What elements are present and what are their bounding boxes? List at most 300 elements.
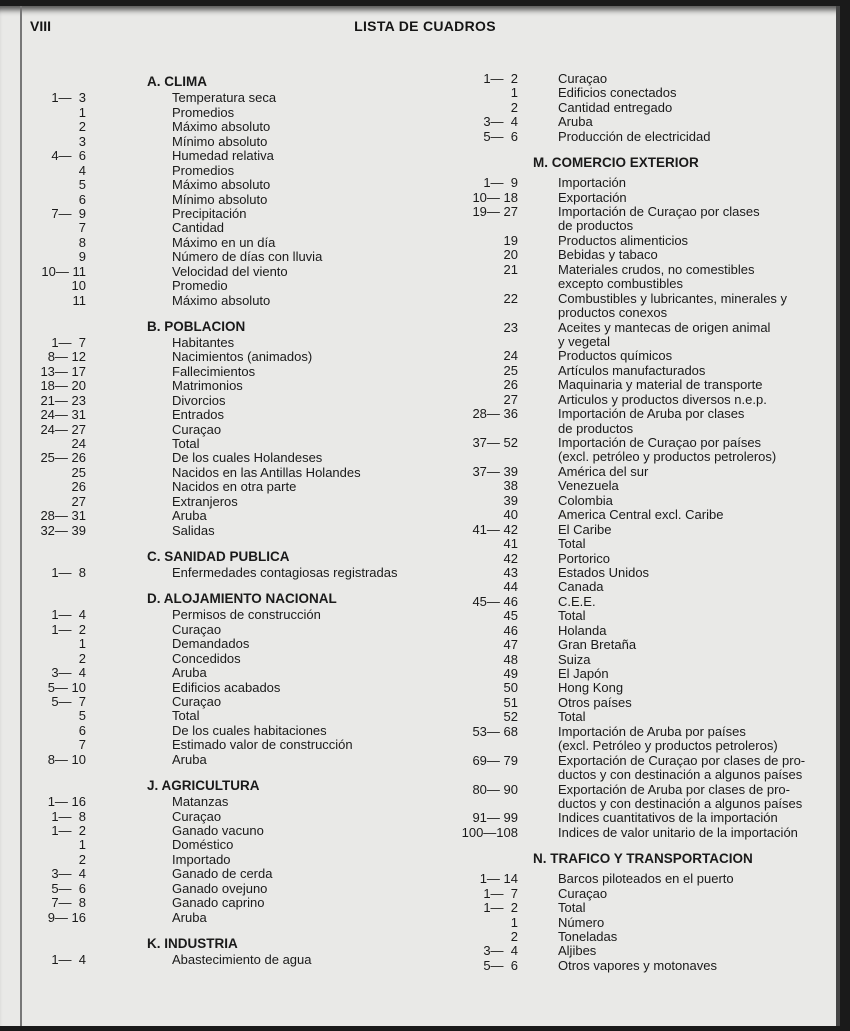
table-title: Otros países (558, 694, 632, 710)
table-title: Materiales crudos, no comestibles (558, 261, 755, 277)
table-list-entry (20, 408, 420, 422)
table-number: 53— 68 (472, 723, 518, 739)
table-title: (excl. Petróleo y productos petroleros) (558, 738, 778, 754)
table-list-entry (20, 853, 420, 867)
table-list-entry (20, 566, 420, 580)
table-list-entry (20, 637, 420, 651)
table-number: 3— 4 (51, 665, 86, 681)
table-list-entry (420, 872, 840, 886)
table-number: 13— 17 (40, 363, 86, 379)
table-title: Doméstico (172, 837, 234, 853)
table-number: 47 (503, 637, 518, 653)
table-list-entry (420, 86, 840, 100)
table-title: Entrados (172, 407, 225, 423)
table-number: 5— 6 (483, 128, 518, 144)
table-list-entry (20, 738, 420, 752)
table-list-entry (20, 608, 420, 622)
table-list-entry (420, 638, 840, 652)
table-number: 10 (71, 278, 86, 294)
table-title: Maquinaria y material de transporte (558, 377, 763, 393)
table-title: Velocidad del viento (172, 263, 288, 279)
table-number: 45— 46 (472, 593, 518, 609)
table-title: ductos y con destinación a algunos países (558, 767, 803, 783)
table-title: Concedidos (172, 650, 241, 666)
table-number: 8— 10 (47, 751, 86, 767)
table-title: Holanda (558, 622, 607, 638)
table-title: Exportación de Aruba por clases de pro- (558, 781, 790, 797)
table-number: 38 (503, 478, 518, 494)
table-list-entry (420, 479, 840, 493)
table-number: 1 (510, 914, 518, 930)
table-list-entry (20, 953, 420, 967)
table-title: Curaçao (172, 808, 222, 824)
table-title: Permisos de construcción (172, 607, 321, 623)
table-title: Habitantes (172, 334, 235, 350)
table-title: Importación (558, 175, 626, 191)
table-list-entry (420, 901, 840, 915)
table-title: Precipitación (172, 205, 247, 221)
table-list-entry (20, 336, 420, 350)
table-number: 7 (78, 220, 86, 236)
table-list-entry (420, 292, 840, 306)
table-list-entry (20, 911, 420, 925)
table-title: Promedio (172, 278, 228, 294)
table-list-entry (20, 91, 420, 105)
table-title: Nacidos en otra parte (172, 479, 297, 495)
document-page (0, 6, 840, 1026)
table-number: 22 (503, 290, 518, 306)
table-number: 37— 39 (472, 463, 518, 479)
page-number: VIII (30, 18, 52, 34)
table-title: Aruba (172, 508, 207, 524)
table-title: Suiza (558, 651, 591, 667)
table-title: Máximo absoluto (172, 292, 271, 308)
table-number: 2 (78, 851, 86, 867)
table-title: Promedios (172, 104, 235, 120)
table-title: Humedad relativa (172, 148, 274, 164)
table-list-entry (420, 537, 840, 551)
table-list-entry (20, 623, 420, 637)
table-title: de productos (558, 218, 634, 234)
table-title: Productos químicos (558, 348, 673, 364)
table-number: 10— 11 (41, 263, 86, 279)
table-title: Total (558, 608, 586, 624)
table-title: Curaçao (172, 694, 222, 709)
table-list-entry (420, 768, 840, 782)
table-list-entry (20, 423, 420, 437)
table-list-entry (20, 193, 420, 207)
table-list-entry (420, 465, 840, 479)
table-title: (excl. petróleo y productos petroleros) (558, 449, 777, 465)
table-list-entry (420, 130, 840, 144)
table-list-entry (420, 681, 840, 695)
table-title: America Central excl. Caribe (558, 507, 724, 523)
table-title: América del sur (558, 463, 649, 479)
table-number: 5— 6 (483, 957, 518, 973)
table-title: Exportación de Curaçao por clases de pro- (558, 752, 806, 768)
table-number: 41— 42 (472, 521, 518, 537)
table-number: 1— 4 (51, 607, 86, 623)
table-title: Producción de electricidad (558, 128, 711, 144)
table-number: 24— 31 (40, 407, 86, 423)
table-list-entry (420, 826, 840, 840)
table-title: Importación de Aruba por clases (558, 406, 745, 422)
table-number: 1 (78, 104, 86, 120)
table-list-entry (420, 321, 840, 335)
section-heading-label: A. CLIMA (147, 74, 207, 89)
table-title: Edificios conectados (558, 85, 677, 101)
table-title: El Caribe (558, 521, 612, 537)
table-list-entry (420, 725, 840, 739)
table-list-entry (420, 887, 840, 901)
table-list-entry (420, 754, 840, 768)
table-list-entry (20, 838, 420, 852)
table-number: 41 (503, 536, 518, 552)
table-title: Demandados (172, 636, 250, 652)
table-number: 4— 6 (51, 148, 86, 164)
table-list-entry (420, 234, 840, 248)
table-number: 28— 36 (472, 406, 518, 422)
table-list-entry (20, 265, 420, 279)
table-list-entry (20, 882, 420, 896)
section-heading (20, 779, 420, 793)
table-list-entry (420, 364, 840, 378)
table-title: Ganado vacuno (172, 823, 264, 838)
section-heading-label: J. AGRICULTURA (147, 777, 260, 793)
table-list-entry (420, 552, 840, 566)
table-list-entry (20, 480, 420, 494)
table-title: Colombia (558, 492, 613, 508)
table-title: Total (172, 708, 200, 724)
table-list-entry (420, 739, 840, 753)
table-number: 50 (503, 680, 518, 696)
table-number: 80— 90 (472, 781, 518, 797)
table-number: 1— 4 (51, 952, 86, 967)
section-heading (420, 852, 840, 866)
table-number: 26 (71, 479, 86, 495)
table-list-entry (20, 724, 420, 738)
table-title: Aruba (172, 751, 207, 767)
table-title: Toneladas (558, 928, 618, 944)
section-heading-label: D. ALOJAMIENTO NACIONAL (147, 590, 337, 606)
table-number: 24 (503, 348, 518, 364)
table-number: 19— 27 (472, 204, 518, 219)
table-number: 5— 6 (51, 880, 86, 896)
table-title: Aruba (172, 909, 207, 925)
table-title: Estimado valor de construcción (172, 737, 353, 753)
section-heading (20, 937, 420, 951)
left-column-table-list (20, 75, 420, 967)
table-title: de productos (558, 420, 634, 436)
section-heading-label: B. POBLACION (147, 318, 246, 334)
table-list-entry (420, 205, 840, 219)
table-number: 1— 16 (47, 794, 86, 810)
table-list-entry (420, 335, 840, 349)
table-number: 1— 3 (51, 90, 86, 106)
table-number: 1— 14 (479, 871, 518, 887)
section-heading (20, 550, 420, 564)
page-title: LISTA DE CUADROS (354, 18, 496, 34)
table-number: 3— 4 (483, 114, 518, 130)
table-title: Mínimo absoluto (172, 133, 268, 149)
table-number: 39 (503, 492, 518, 508)
table-number: 20 (503, 247, 518, 263)
table-title: Salidas (172, 522, 215, 538)
table-title: Combustibles y lubricantes, minerales y (558, 290, 788, 306)
table-number: 28— 31 (40, 508, 86, 524)
table-list-entry (420, 248, 840, 262)
table-title: Importación de Aruba por países (558, 723, 746, 739)
table-list-entry (20, 221, 420, 235)
table-number: 6 (78, 191, 86, 207)
table-title: Importado (172, 851, 231, 867)
table-list-entry (20, 652, 420, 666)
table-number: 1 (78, 837, 86, 853)
table-list-entry (20, 810, 420, 824)
table-number: 51 (503, 694, 518, 710)
table-list-entry (420, 930, 840, 944)
table-list-entry (20, 867, 420, 881)
table-number: 23 (503, 319, 518, 335)
table-list-entry (20, 896, 420, 910)
table-list-entry (420, 407, 840, 421)
table-title: Total (172, 436, 200, 451)
table-number: 6 (78, 722, 86, 738)
table-number: 21— 23 (40, 392, 86, 408)
table-list-entry (20, 250, 420, 264)
table-number: 3 (78, 133, 86, 149)
table-title: Total (558, 709, 586, 725)
table-list-entry (20, 149, 420, 163)
table-number: 9 (78, 249, 86, 265)
table-list-entry (420, 667, 840, 681)
table-number: 1 (510, 85, 518, 101)
section-heading (20, 592, 420, 606)
table-title: Bebidas y tabaco (558, 247, 658, 263)
table-list-entry (420, 436, 840, 450)
table-title: Enfermedades contagiosas registradas (172, 565, 398, 580)
table-list-entry (420, 508, 840, 522)
table-title: De los cuales habitaciones (172, 722, 327, 738)
table-title: Otros vapores y motonaves (558, 957, 717, 973)
table-title: Edificios acabados (172, 679, 281, 695)
table-number: 24— 27 (40, 421, 86, 437)
table-list-entry (420, 959, 840, 973)
table-list-entry (420, 306, 840, 320)
table-number: 91— 99 (472, 810, 518, 826)
table-number: 9— 16 (47, 909, 86, 925)
table-title: Ganado ovejuno (172, 880, 268, 896)
table-number: 21 (503, 261, 518, 277)
table-list-entry (420, 783, 840, 797)
table-number: 11 (72, 292, 86, 308)
table-list-entry (20, 666, 420, 680)
table-title: Aljibes (558, 943, 597, 959)
table-number: 18— 20 (40, 378, 86, 394)
table-list-entry (20, 524, 420, 538)
table-list-entry (420, 580, 840, 594)
table-number: 42 (503, 550, 518, 566)
right-column-table-list (420, 72, 840, 973)
table-number: 7 (78, 737, 86, 753)
table-title: Nacidos en las Antillas Holandes (172, 464, 361, 480)
table-number: 2 (510, 99, 518, 115)
section-heading-label: K. INDUSTRIA (147, 935, 238, 951)
table-list-entry (420, 263, 840, 277)
table-list-entry (20, 106, 420, 120)
table-number: 3— 4 (483, 943, 518, 959)
table-title: C.E.E. (558, 593, 596, 609)
table-list-entry (20, 509, 420, 523)
table-number: 24 (71, 436, 86, 451)
table-title: Hong Kong (558, 680, 624, 696)
table-title: El Japón (558, 666, 609, 681)
table-list-entry (420, 609, 840, 623)
table-number: 19 (503, 232, 518, 248)
table-list-entry (20, 466, 420, 480)
table-title: Matanzas (172, 794, 229, 810)
table-list-entry (420, 219, 840, 233)
table-list-entry (20, 709, 420, 723)
table-number: 1 (78, 636, 86, 652)
table-number: 1— 2 (483, 900, 518, 916)
table-title: Curaçao (558, 71, 608, 86)
table-list-entry (420, 595, 840, 609)
table-number: 25 (503, 362, 518, 378)
table-title: De los cuales Holandeses (172, 450, 323, 466)
table-title: Exportación (558, 189, 627, 205)
table-list-entry (420, 696, 840, 710)
table-number: 27 (503, 391, 518, 407)
table-list-entry (420, 653, 840, 667)
table-title: y vegetal (558, 333, 611, 349)
table-number: 44 (503, 579, 518, 595)
table-title: Indices cuantitativos de la importación (558, 810, 778, 826)
table-number: 1— 2 (483, 71, 518, 86)
table-title: Gran Bretaña (558, 637, 637, 653)
table-number: 2 (78, 119, 86, 135)
table-number: 69— 79 (472, 752, 518, 768)
table-list-entry (420, 101, 840, 115)
table-number: 2 (78, 650, 86, 666)
table-list-entry (420, 277, 840, 291)
table-title: Número (558, 914, 605, 930)
section-heading (20, 320, 420, 334)
table-title: Abastecimiento de agua (172, 952, 312, 967)
table-list-entry (420, 566, 840, 580)
table-title: Promedios (172, 162, 235, 178)
table-list-entry (20, 178, 420, 192)
table-list-entry (420, 72, 840, 86)
table-number: 1— 7 (51, 334, 86, 350)
table-number: 32— 39 (40, 522, 86, 538)
table-number: 1— 7 (483, 885, 518, 901)
table-number: 5 (78, 177, 86, 193)
table-title: Venezuela (558, 478, 619, 494)
table-list-entry (20, 695, 420, 709)
table-list-entry (20, 495, 420, 509)
table-number: 45 (503, 608, 518, 624)
table-number: 1— 2 (51, 621, 86, 637)
table-number: 5— 7 (51, 694, 86, 709)
table-number: 37— 52 (472, 435, 518, 450)
table-list-entry (420, 523, 840, 537)
table-list-entry (20, 135, 420, 149)
table-number: 7— 9 (51, 205, 86, 221)
table-number: 26 (503, 377, 518, 393)
table-number: 8 (78, 234, 86, 250)
table-title: Curaçao (172, 421, 222, 437)
table-title: Total (558, 900, 586, 916)
table-number: 1— 2 (51, 823, 86, 838)
table-title: Extranjeros (172, 493, 238, 509)
table-title: Articulos y productos diversos n.e.p. (558, 391, 767, 407)
table-number: 3— 4 (51, 866, 86, 882)
table-title: Curaçao (172, 621, 222, 637)
table-number: 4 (78, 162, 86, 178)
table-number: 100—108 (461, 824, 518, 840)
table-title: Productos alimenticios (558, 232, 689, 248)
table-title: Importación de Curaçao por clases (558, 204, 760, 219)
table-list-entry (420, 710, 840, 724)
table-title: Portorico (558, 550, 611, 566)
table-list-entry (20, 164, 420, 178)
section-heading (420, 156, 840, 170)
table-number: 1— 9 (483, 175, 518, 191)
table-list-entry (420, 811, 840, 825)
table-title: Total (558, 536, 586, 552)
table-number: 27 (71, 493, 86, 509)
table-title: Fallecimientos (172, 363, 256, 379)
table-title: Ganado de cerda (172, 866, 273, 882)
table-list-entry (420, 176, 840, 190)
table-number: 10— 18 (472, 189, 518, 205)
table-number: 25— 26 (40, 450, 86, 466)
table-list-entry (20, 753, 420, 767)
table-list-entry (420, 191, 840, 205)
table-title: Estados Unidos (558, 564, 650, 580)
table-title: Número de días con lluvia (172, 249, 323, 265)
table-number: 8— 12 (47, 349, 86, 365)
table-title: Máximo en un día (172, 234, 276, 250)
table-list-entry (420, 393, 840, 407)
table-title: Nacimientos (animados) (172, 349, 313, 365)
table-number: 7— 8 (51, 895, 86, 911)
section-heading-label: N. TRAFICO Y TRANSPORTACION (533, 850, 753, 866)
table-title: Indices de valor unitario de la importación (558, 824, 798, 840)
table-list-entry (420, 916, 840, 930)
table-list-entry (420, 797, 840, 811)
table-title: Aruba (558, 114, 593, 130)
table-list-entry (20, 279, 420, 293)
table-title: Máximo absoluto (172, 119, 271, 135)
table-list-entry (20, 394, 420, 408)
table-list-entry (420, 450, 840, 464)
table-list-entry (420, 944, 840, 958)
table-number: 5— 10 (47, 679, 86, 695)
table-list-entry (420, 422, 840, 436)
table-title: Máximo absoluto (172, 177, 271, 193)
table-list-entry (20, 379, 420, 393)
section-heading-label: C. SANIDAD PUBLICA (147, 548, 290, 564)
table-title: Ganado caprino (172, 895, 265, 911)
table-title: excepto combustibles (558, 276, 684, 292)
table-title: Temperatura seca (172, 90, 277, 106)
table-title: Cantidad (172, 220, 225, 236)
table-title: Curaçao (558, 885, 608, 901)
table-list-entry (20, 294, 420, 308)
table-number: 43 (503, 564, 518, 580)
